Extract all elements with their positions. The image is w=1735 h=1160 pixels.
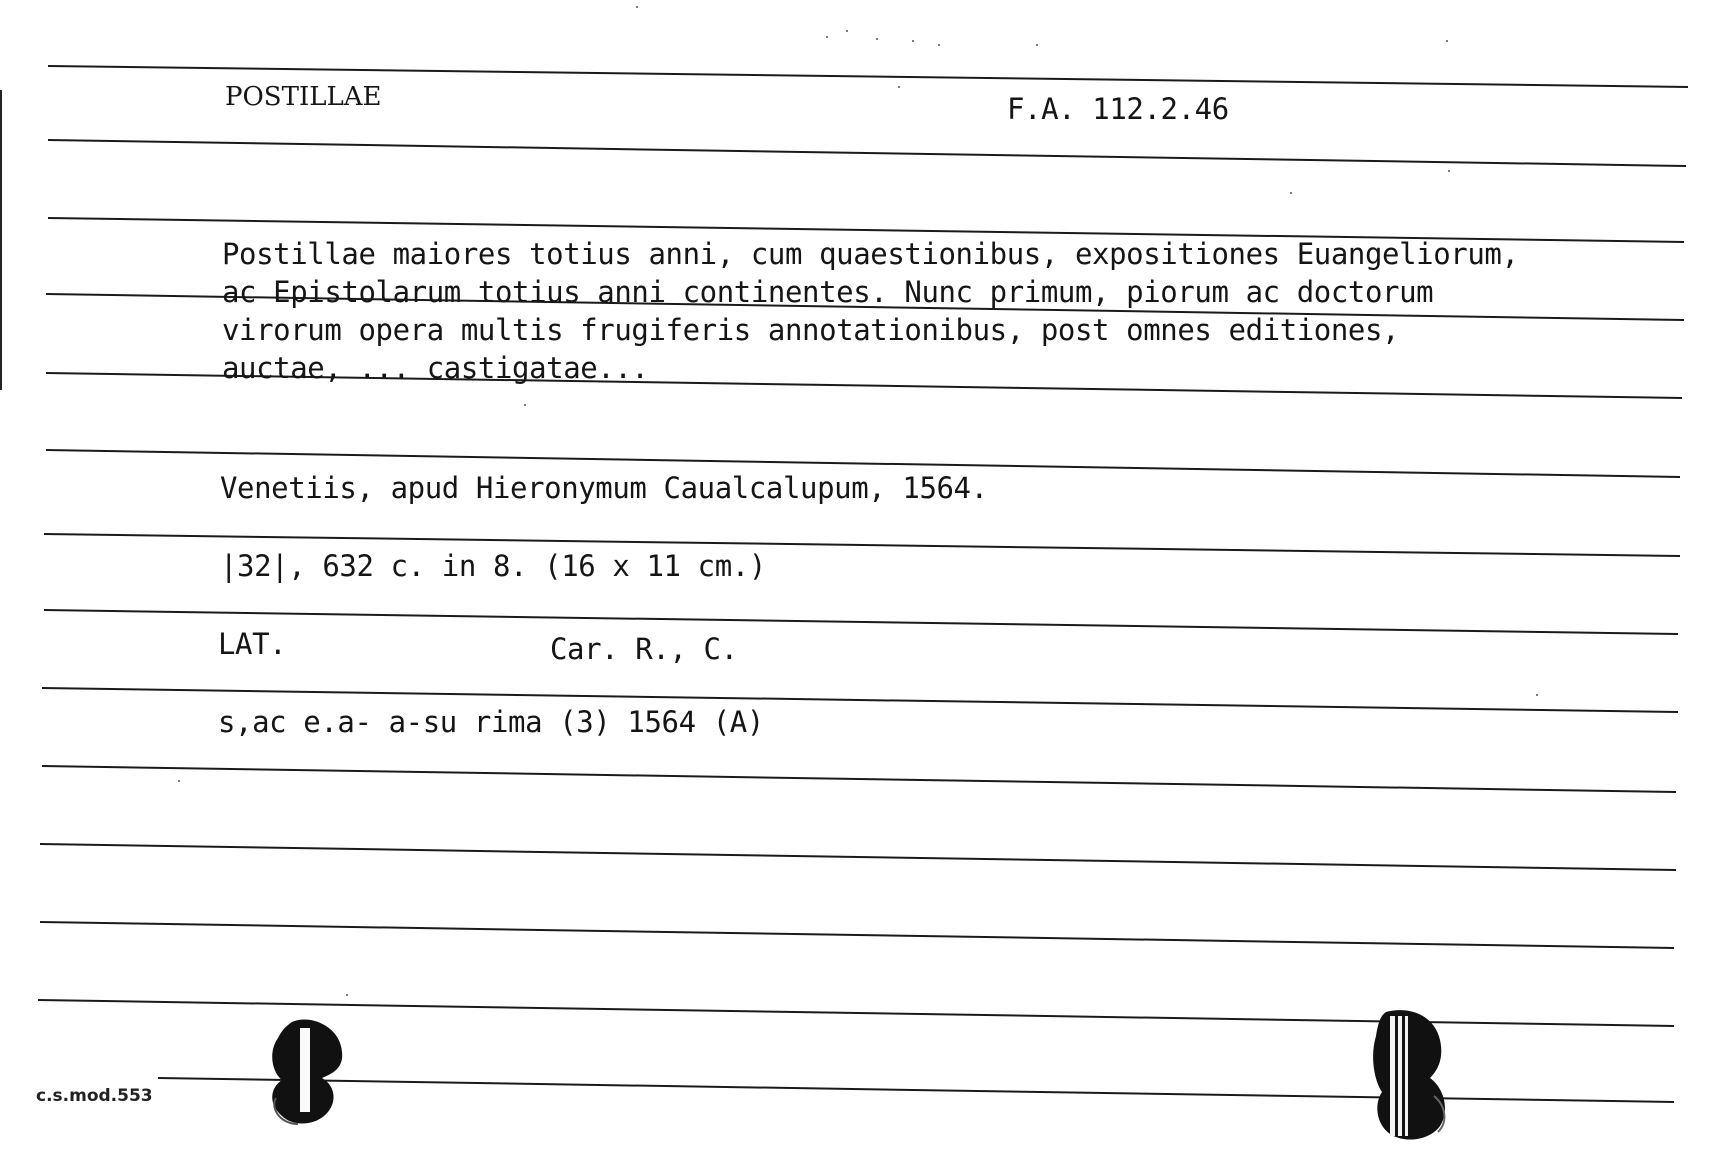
card-heading: POSTILLAE — [225, 82, 382, 112]
imprint: Venetiis, apud Hieronymum Caualcalupum, 1564. — [220, 471, 988, 505]
collation: |32|, 632 c. in 8. (16 x 11 cm.) — [220, 549, 766, 583]
punch-hole-left — [262, 1012, 352, 1132]
shelfmark: F.A. 112.2.46 — [1007, 92, 1229, 126]
title-line: ac Epistolarum totius anni continentes. Nunc primum, piorum ac doctorum — [222, 275, 1434, 309]
card-left-edge — [0, 90, 2, 390]
form-code: c.s.mod.553 — [36, 1086, 153, 1106]
title-line: virorum opera multis frugiferis annotationibus, post omnes editiones, — [222, 313, 1400, 347]
title-line: auctae, ... castigatae... — [222, 351, 649, 385]
language-code: LAT. — [218, 627, 287, 661]
typeface-note: Car. R., C. — [550, 632, 738, 666]
fingerprint: s,ac e.a- a-su rima (3) 1564 (A) — [218, 705, 764, 739]
title-line: Postillae maiores totius anni, cum quaestionibus, expositiones Euangeliorum, — [222, 237, 1519, 271]
